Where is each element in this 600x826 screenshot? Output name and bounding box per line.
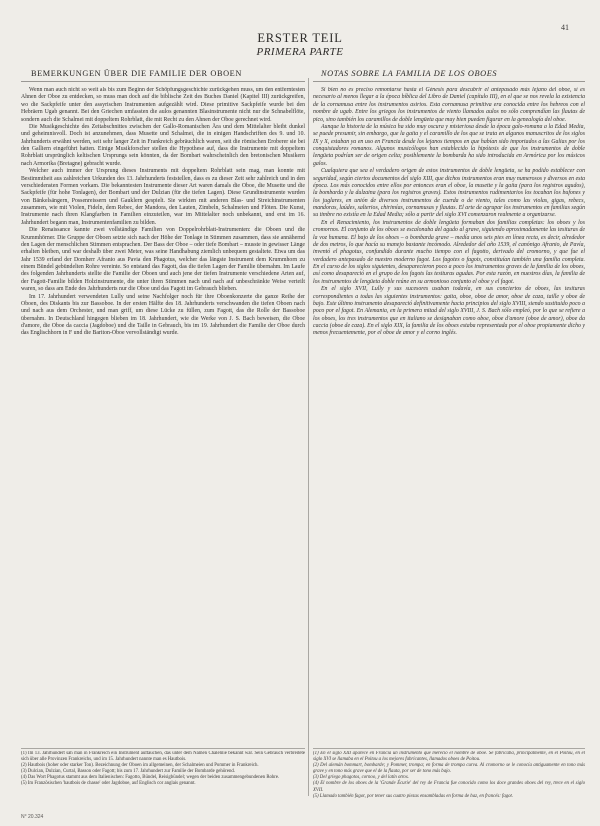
footnote: (4) Das Wort Phagotus stammt aus dem Italienischen: Fagotto, Bündel, Reisigbündel; wegen der beiden zusammengebundenen Rohre. [21, 775, 280, 781]
footnote: (2) Hautbois (hoher oder starker Ton). Bezeichnung der Oboen im allgemeinen, der Schalmeien und Pommer in Frankreich. [21, 763, 259, 769]
footnote: (1) Im 13. Jahrhundert sah man in Frankreich ein Instrument auftauchen, das unter dem Namen Chalemie bekannt war. Sein Gebrauch verbreitete sich über alle Provinzen Frankreichs, und im 15. Jahrhundert nannte man es Hautbois. [21, 751, 305, 763]
spanish-paragraph: En el Renacimiento, los instrumentos de doble lengüeta formaban dos familias completas: los oboes y los cromornos. El conjunto de los oboes se escalonaba del agudo al grave, siguiendo aproximadamente las tesituras de la voz humana. El bajo de los oboes – o bombarda grave – medía unos seis pies en línea recta, es decir, alrededor de dos metros, lo que hacía su manejo bastante incómodo. Alrededor del año 1539, el canónigo Afranio, de Pavía, inventó el phagotus, confundido durante mucho tiempo con el fagotto, derivado del cromorno, y que fue el verdadero antepasado de nuestro moderno fagot. Los fagotes o fagots, constituían también una familia completa. En el curso de los siglos siguientes, desaparecieron poco a poco los instrumentos graves de la familia de los oboes, así como desapareció en el grupo de los fagots las tesituras agudas. Por esta razón, en nuestros días, la familia de los instrumentos de lengüeta doble reúne en su armonioso conjunto el oboe y el fagot. [313, 219, 585, 285]
spanish-paragraph: Si bien no es preciso remontarse hasta el Génesis para descubrir el antepasado más lejano del oboe, sí es necesario al menos llegar a la época bíblica del Libro de Daniel (capítulo III), en el que se nos revela la existencia de la cornamusa entre los instrumentos asirios. Esta cornamusa primitiva era conocida entre los hebreos con el nombre de ugab. Entre los griegos los instrumentos de viento llamados aulos no sólo comprendían las flautas de pico, sino también los caramillos de doble lengüeta que muy bien pueden figurar en la genealogía del oboe. [313, 87, 585, 123]
footnote: (3) Dulcian, Dulzian, Curtal, Basson oder Fagott; bis zum 17. Jahrhundert zur Familie der Bombarde gehörend. [21, 769, 235, 775]
page-number: 41 [561, 23, 569, 32]
spanish-paragraph: Cualquiera que sea el verdadero origen de estos instrumentos de doble lengüeta, se ha podido establecer con seguridad, según ciertos documentos del siglo XIII, que dichos instrumentos eran muy numerosos y diversos en esta época. Los más conocidos entre ellos por entonces eran el oboe, la musette y la gaita (para los registros agudos), la bombarda y la dulzaina (para los registros graves). Estos instrumentos rudimentarios los tocaban los bufones y los juglares, en unión de diversos instrumentos de cuerda o de viento, tales como las violas, gigas, rebecs, mandoras, laúdes, salterios, chirimías, cornamusas y flautas. El arte de agrupar los instrumentos en familias según su timbre no existía en la Edad Media; sólo a partir del siglo XVI comenzaron realmente a organizarse. [313, 168, 585, 219]
part-title: ERSTER TEIL [257, 31, 343, 45]
german-paragraph: Wenn man auch nicht so weit als bis zum Beginn der Schöpfungsgeschichte zurückgehen muss, um den entferntesten Ahnen der Oboe zu entdecken, so muss man doch auf die biblische Zeit des Buches Daniel (Kapitel III) zurückgreifen, wo die Sackpfeife unter den assyrischen Instrumenten aufgezählt wird. Diese primitive Sackpfeife wurde bei den Hebräern Ugab genannt. Bei den Griechen umfassten die aulos genannten Blasinstrumente nicht nur die Schnabelflöte, sondern auch die Schalmei mit doppeltem Rohrblatt, die mit Recht zu den Ahnen der Oboe gerechnet wird. [21, 87, 305, 123]
spanish-column [313, 69, 585, 745]
german-paragraph: Im 17. Jahrhundert verwendeten Lully und seine Nachfolger noch für ihre Oboenkonzerte die ganze Reihe der Oboen, des Diskants bis zur Bassoboe. In der ersten Hälfte des 18. Jahrhunderts verschwanden die tiefen Oboen nach und nach aus dem Orchester, und man griff, um diese Lücke zu füllen, zum Fagott, das die Rolle der Bassoboe übernahm. In Deutschland hingegen blieben im 18. Jahrhundert, wie die Werke von J. S. Bach beweisen, die Oboe d'amore, die Oboe da caccia (Jagdoboe) und die Taille in Gebrauch, bis im 19. Jahrhundert die Familie der Oboe durch das Englischhorn in F und die Bariton-Oboe vervollständigt wurde. [21, 293, 305, 337]
spanish-heading: NOTAS SOBRE LA FAMILIA DE LOS OBOES [313, 69, 585, 82]
spanish-paragraph: En el siglo XVII, Lully y sus sucesores usaban todavía, en sus conciertos de oboes, las tesituras correspondientes a todas las siguientes instrumentos: gaita, oboe, oboe de amor, oboe de caza, taille y oboe de bajo. Este último instrumento desapareció definitivamente hacia principios del siglo XVIII, siendo sustituido poco a poco por el fagot. En Alemania, en la primera mitad del siglo XVIII, J. S. Bach sólo empleó, por lo que se refiere a los oboes, los tres instrumentos que en italiano se designaban como oboe, oboe d'amore (oboe de amor), oboe da caccia (oboe de caza). En el siglo XIX, la familia de los oboes estaba representada por el oboe propiamente dicho y menos frecuentemente, por el oboe de amor y el corno inglés. [313, 286, 585, 337]
spanish-footnotes [313, 751, 585, 817]
footnote: (5) Llamado también fagot, por tener sus cuatro piezas ensambladas en forma de haz, en francés: fagot. [313, 793, 514, 799]
footnote: (2) Del alemán bommart, bombarde; y Pommer, trompa; en forma de trompa curva. Al cromorno se le conocía antiguamente en tono más grave y en tono más grave que el de la flauta, por ser de tono más bajo. [313, 763, 585, 775]
german-footnotes [21, 751, 305, 817]
german-paragraph: Die Renaissance kannte zwei vollständige Familien von Doppelrohrblatt-Instrumenten: die Oboen und die Krummhörner. Die Gruppe der Oboen setzte sich nach der Höhe der Tonlage in Stimmen zusammen, dass sie annähernd den Lagen der menschlichen Stimmen entsprachen. Der Bass der Oboe – oder tiefe Bombart – musste in gewisser Länge erhalten bleiben, und war deshalb über zwei Meter, was seine Handhabung ziemlich unbequem gestaltete. Etwa um das Jahr 1539 erfand der Domherr Afranio aus Pavia den Phagotus, welcher das längste Instrument dem Krummhorn zu einem Bündel gebündelten Rohre vereinte. So entstand das Fagott, das die tiefen Lagen der Familie übernahm. Im Laufe des folgenden Jahrhunderts stellte die Familie der Oboen und auch jene der tiefen Instrumente verschiedene Arten auf, der Fagott-Familie bilden Holzinstrumente, die unter ihren Stimmen nach und nach auf unbeschränkte Weise verteilt waren, so dass am Ende des Jahrhunderts nur die Oboe und das Fagott im Gebrauch blieben. [21, 227, 305, 293]
footnote-rule [313, 748, 585, 749]
german-heading: BEMERKUNGEN ÜBER DIE FAMILIE DER OBOEN [21, 69, 305, 82]
german-body [21, 87, 305, 766]
german-paragraph: Welcher auch immer der Ursprung dieses Instruments mit doppeltem Rohrblatt sein mag, man konnte mit Bestimmtheit aus zahlreichen Urkunden des 13. Jahrhunderts feststellen, dass es zu dieser Zeit sehr zahlreich und in den verschiedensten Formen vorkam. Die bekanntesten Instrumente dieser Art waren damals die Oboe, die Musette und die Sackpfeife (für hohe Tonlagen), der Bombart und der Dulzian (für die tiefen Lagen). Diese Grundinstrumente wurden von Bänkelsängern, Possenreissern und Gauklern gespielt. Sie wirkten mit anderen Blas- und Streichinstrumenten zusammen, wie mit Violen, Fideln, dem Rebec, der Mandora, den Lauten, Zimbeln, Schalmeien und Flöten. Die Kunst, Instrumente nach ihren Klangfarben in Familien einzuteilen, war im Mittelalter noch unbekannt, und erst im 16. Jahrhundert begann man, Instrumentenfamilien zu bilden. [21, 168, 305, 226]
footnote: (3) Del griego phagotos, cornoo, y del latín otros. [313, 775, 409, 781]
german-paragraph: Die Musikgeschichte des Zeitabschnittes zwischen der Gallo-Romanischen Ära und dem Mittelalter bleibt dunkel und geheimnisvoll. Doch ist anzunehmen, dass Musette und Schalmei, die in einigen Handschriften des 9. und 10. Jahrhunderts erwähnt werden, seit sehr langer Zeit in Frankreich gebräuchlich waren, seit die römischen Eroberer sie bei den Galliern eingeführt hatten. Einige Musikforscher stellen die Hypothese auf, dass die Instrumente mit doppeltem Rohrblatt ursprünglich keltischen Ursprungs sein könnten, da der Bombart wahrscheinlich den bretonischen Musikern nach Armorika (Bretagne) gebracht wurde. [21, 123, 305, 167]
part-subtitle: PRIMERA PARTE [256, 46, 344, 58]
footnote: (4) El nombre de los oboes de la 'Grande Écurie' del rey de Francia fue conocido como los doce grandes oboes del rey, trece en el siglo XVII. [313, 781, 585, 793]
spanish-body [313, 87, 585, 745]
footnote: (1) En el siglo XIII aparece en Francia un instrumento que mereció el nombre de oboe. Se fabricaba, principalmente, en el Poitou, en el siglo XVI se llamaba en el Poitou a los mejores fabricantes, llamados oboes de Poitou. [313, 751, 585, 763]
catalog-code: N° 20.324 [21, 814, 44, 820]
spanish-paragraph: Aunque la historia de la música ha sido muy oscura y misteriosa desde la época galo-romana a la Edad Media, se puede presumir, sin embargo, que la gaita y el caramillo de los que se trata en algunos manuscritos de los siglos IX y X, estaban ya en uso en Francia desde los lejanos tiempos en que habían sido importados a las Galias por los conquistadores romanos. Algunos musicólogos han establecido la hipótesis de que los instrumentos de doble lengüeta podrían ser de origen celta; posiblemente la bombarda ha sido introducida en Armórica por los músicos galos. [313, 123, 585, 167]
footnote: (5) Im Französischen 'hautbois de chasse' oder Jagdoboe, auf Englisch cor anglais genannt. [21, 781, 196, 787]
column-divider [308, 78, 309, 796]
footnote-rule [21, 748, 305, 749]
german-column [21, 69, 305, 766]
